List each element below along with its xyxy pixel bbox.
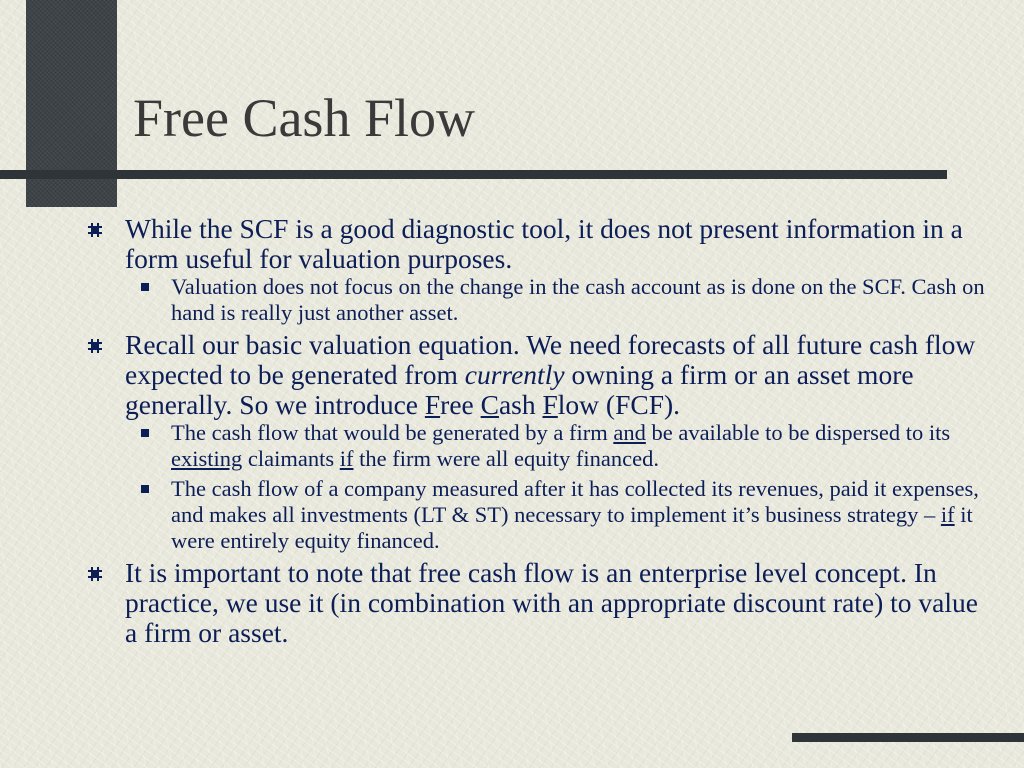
- bullet-valuation-equation: [86, 330, 996, 420]
- emphasis-currently: currently: [464, 359, 565, 390]
- bullet-scf-diagnostic: [86, 214, 996, 274]
- sub-bullet-fcf-definition-1: [86, 420, 996, 472]
- underlined-letter-f: F: [542, 389, 558, 420]
- underlined-letter-c: C: [480, 389, 499, 420]
- sub-bullet-text: Valuation does not focus on the change in the cash account as is done on the SCF. Cash on hand is really just another asset.: [171, 274, 985, 325]
- slide-body: [86, 214, 996, 648]
- title-divider: [0, 170, 947, 179]
- sub-bullet-text-part: it were entirely equity financed.: [171, 502, 973, 553]
- hash-bullet-icon: [88, 223, 102, 237]
- bullet-text-part: owning a firm or an asset more generally. So we introduce: [125, 359, 914, 420]
- underlined-word: and: [613, 420, 646, 445]
- bullet-text: While the SCF is a good diagnostic tool, it does not present information in a form useful for valuation purposes.: [125, 213, 963, 274]
- underlined-word: existing: [171, 446, 243, 471]
- footer-divider: [792, 733, 1024, 742]
- square-bullet-icon: [141, 283, 149, 291]
- sub-bullet-text-part: claimants: [242, 446, 340, 471]
- bullet-text-part: ash: [498, 389, 543, 420]
- bullet-text-part: low (FCF).: [557, 389, 681, 420]
- sub-bullet-valuation-focus: [86, 274, 996, 326]
- bullet-text-part: ree: [440, 389, 481, 420]
- slide-title: Free Cash Flow: [133, 88, 475, 148]
- square-bullet-icon: [141, 429, 149, 437]
- bullet-text-part: Recall our basic valuation equation. We need forecasts of all future cash flow expected to be generated from: [125, 329, 976, 390]
- sub-bullet-text-part: The cash flow that would be generated by a firm: [171, 420, 614, 445]
- hash-bullet-icon: [88, 567, 102, 581]
- sub-bullet-text-part: be available to be dispersed to its: [645, 420, 951, 445]
- sub-bullet-fcf-definition-2: [86, 476, 996, 554]
- bullet-enterprise-concept: [86, 558, 996, 648]
- hash-bullet-icon: [88, 339, 102, 353]
- underlined-word: if: [940, 502, 955, 527]
- underlined-letter-f: F: [424, 389, 441, 420]
- underlined-word: if: [339, 446, 354, 471]
- sub-bullet-text-part: The cash flow of a company measured after it has collected its revenues, paid it expenses, and makes all investments (LT & ST) necessary to implement it’s business strategy –: [171, 476, 979, 527]
- sub-bullet-text-part: the firm were all equity financed.: [353, 446, 659, 471]
- bullet-text: It is important to note that free cash flow is an enterprise level concept. In practice, we use it (in combination with an appropriate discount rate) to value a firm or asset.: [125, 557, 978, 648]
- square-bullet-icon: [141, 485, 149, 493]
